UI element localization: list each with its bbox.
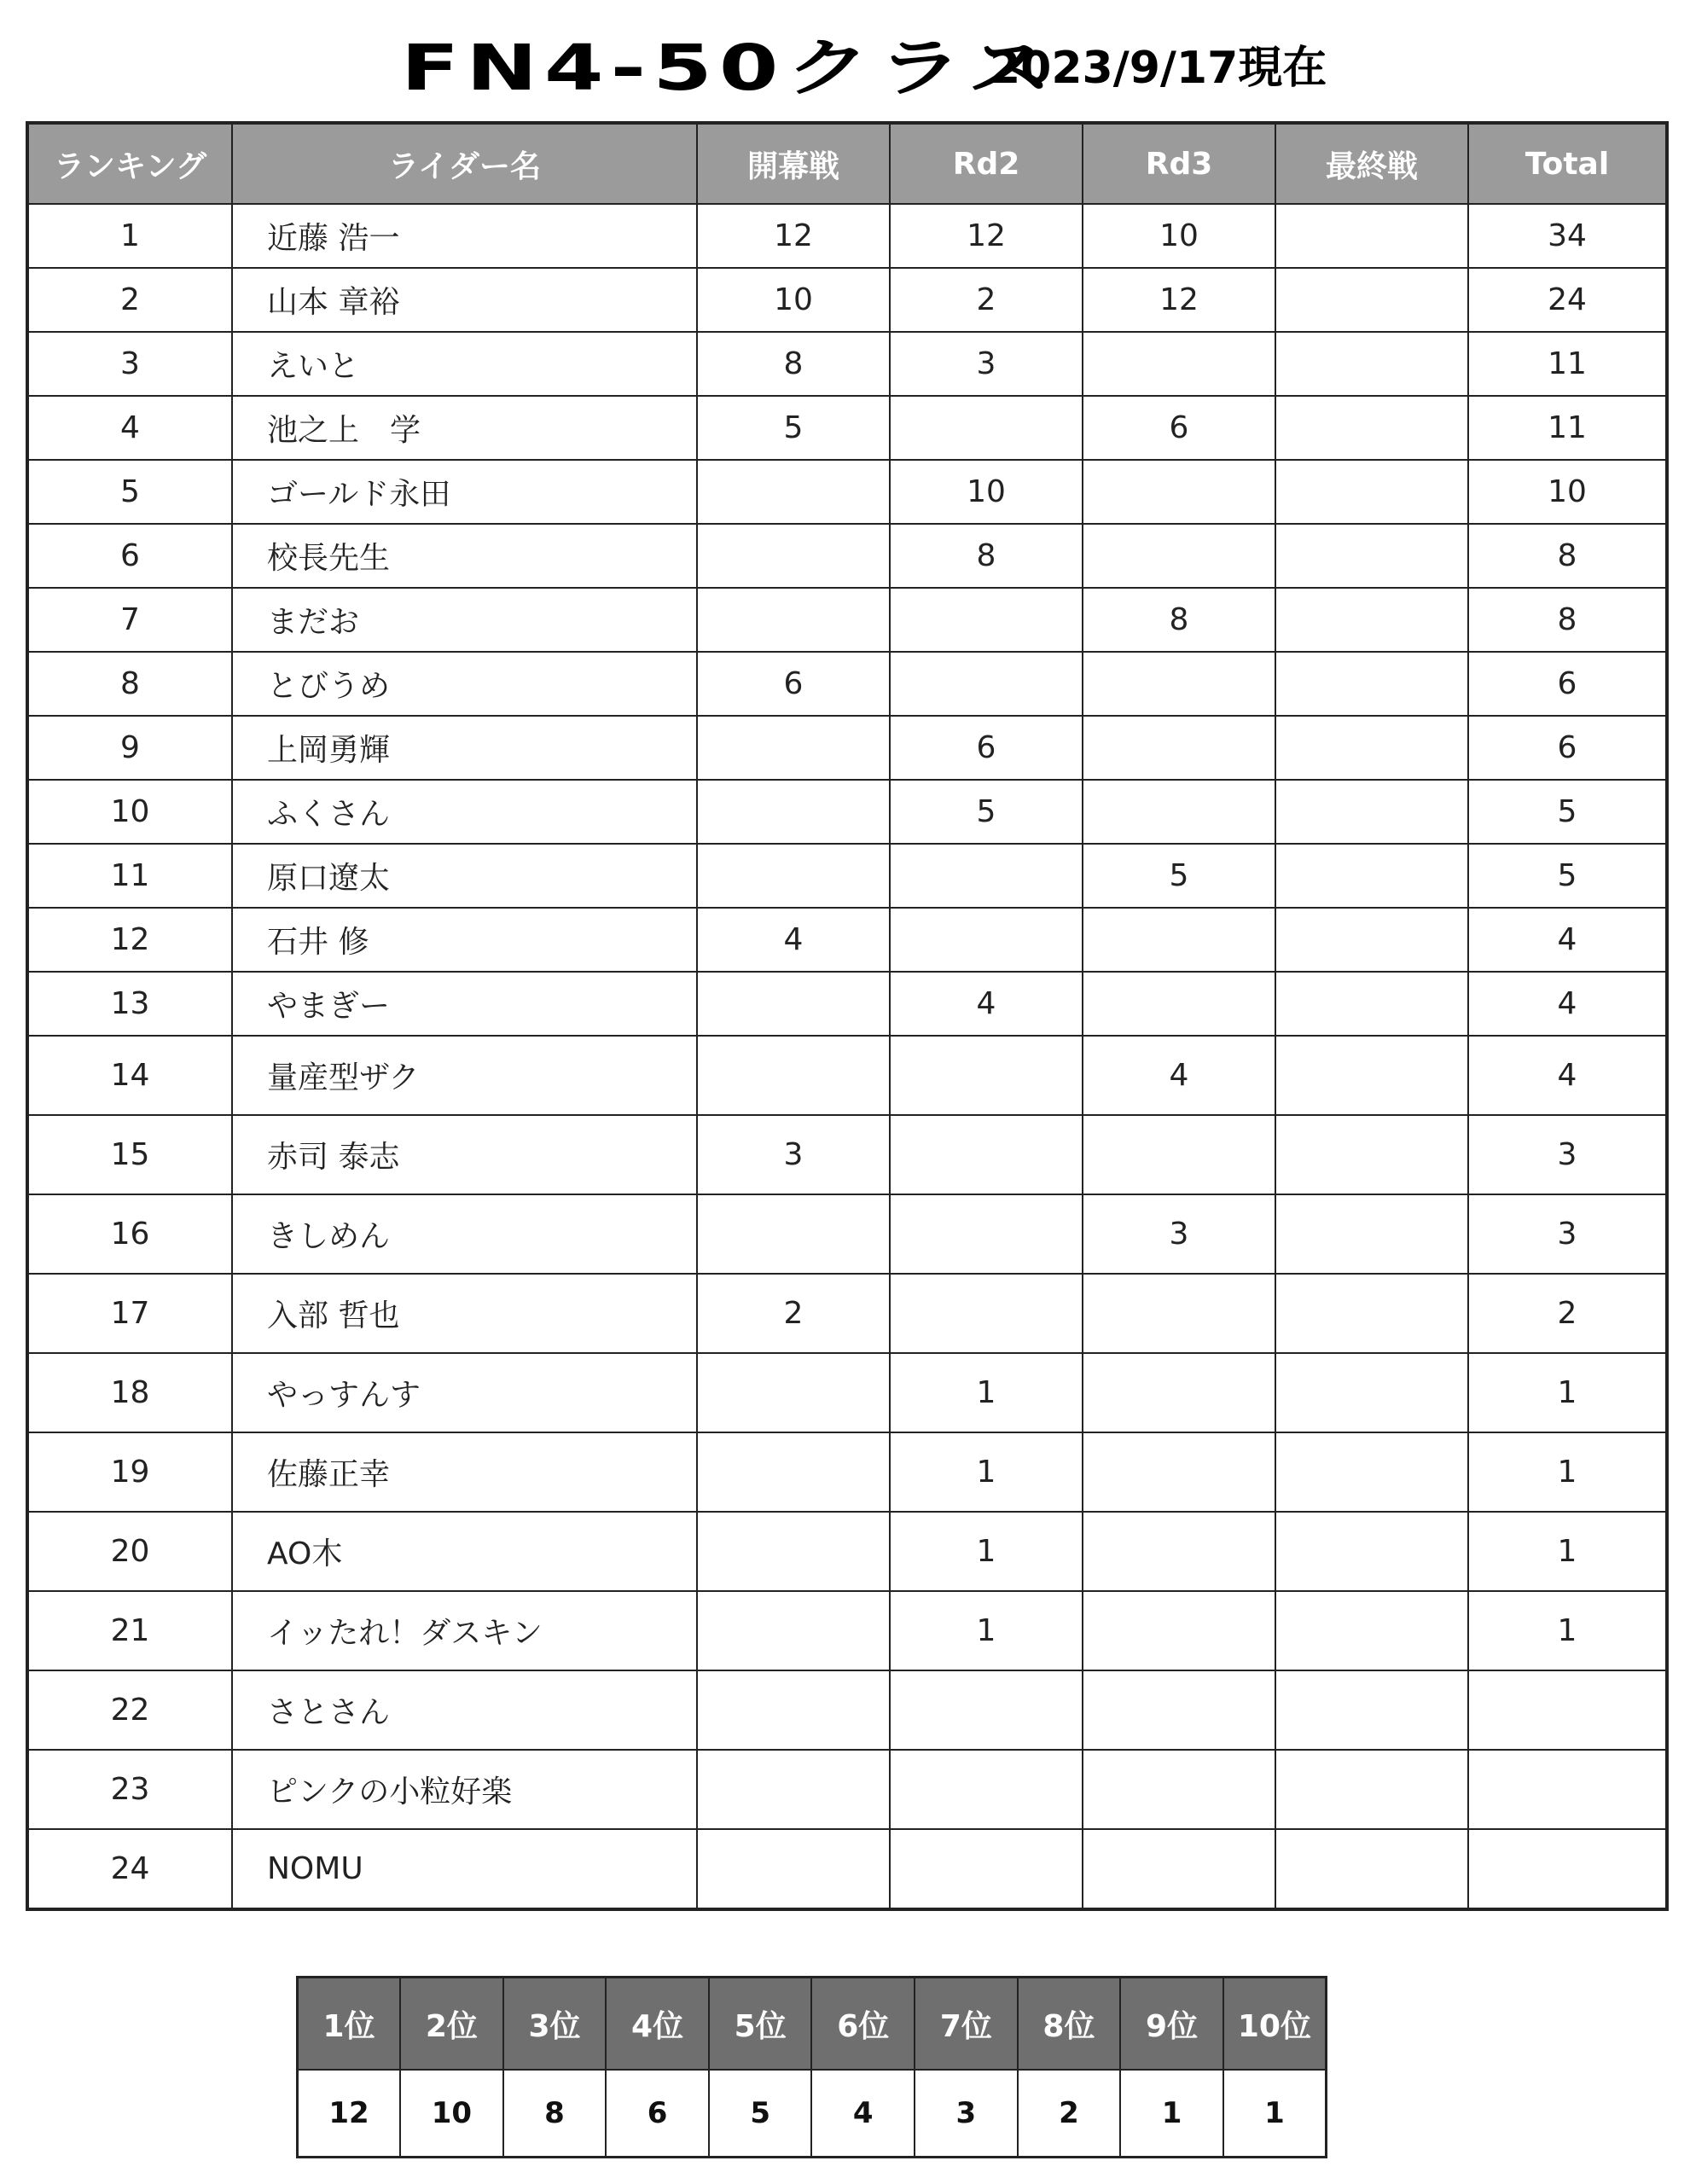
opening-points-cell (697, 1512, 890, 1591)
opening-points-cell (697, 1353, 890, 1432)
opening-points-cell (697, 716, 890, 780)
rd2-points-cell: 10 (890, 460, 1083, 524)
total-points-cell (1468, 1750, 1667, 1829)
opening-points-cell (697, 460, 890, 524)
rd2-points-cell: 2 (890, 268, 1083, 332)
total-points-cell: 6 (1468, 716, 1667, 780)
total-points-cell: 1 (1468, 1432, 1667, 1512)
rd3-points-cell: 5 (1083, 844, 1275, 908)
rank-cell: 4 (27, 396, 232, 460)
rd3-points-cell (1083, 1591, 1275, 1670)
total-points-cell: 4 (1468, 972, 1667, 1036)
rd2-points-cell (890, 1670, 1083, 1750)
rank-cell: 1 (27, 204, 232, 268)
opening-points-cell (697, 588, 890, 652)
rd2-points-cell (890, 1036, 1083, 1115)
rd2-points-cell (890, 652, 1083, 716)
total-points-cell: 11 (1468, 396, 1667, 460)
total-points-cell: 5 (1468, 780, 1667, 844)
rd3-points-cell: 8 (1083, 588, 1275, 652)
final-points-cell (1275, 972, 1468, 1036)
table-row (27, 1274, 1667, 1353)
rider-name-cell: NOMU (232, 1829, 697, 1909)
rider-name-cell: 原口遼太 (232, 844, 697, 908)
table-row (27, 1353, 1667, 1432)
rank-cell: 6 (27, 524, 232, 588)
final-points-cell (1275, 1750, 1468, 1829)
rank-cell: 14 (27, 1036, 232, 1115)
opening-points-cell (697, 972, 890, 1036)
table-row (27, 396, 1667, 460)
rank-cell: 20 (27, 1512, 232, 1591)
rank-cell: 3 (27, 332, 232, 396)
opening-points-cell: 5 (697, 396, 890, 460)
final-points-cell (1275, 1036, 1468, 1115)
total-points-cell: 3 (1468, 1115, 1667, 1194)
final-points-cell (1275, 1353, 1468, 1432)
opening-points-cell: 12 (697, 204, 890, 268)
rider-name-cell: 赤司 泰志 (232, 1115, 697, 1194)
rider-name-cell: ゴールド永田 (232, 460, 697, 524)
rider-name-cell: とびうめ (232, 652, 697, 716)
rd3-points-cell (1083, 524, 1275, 588)
place-header: 8位 (1018, 1978, 1121, 2071)
place-points: 1 (1223, 2070, 1327, 2158)
place-header: 1位 (298, 1978, 401, 2071)
rd3-points-cell: 12 (1083, 268, 1275, 332)
rank-cell: 15 (27, 1115, 232, 1194)
rider-name-cell: 上岡勇輝 (232, 716, 697, 780)
rider-name-cell: 山本 章裕 (232, 268, 697, 332)
rank-cell: 24 (27, 1829, 232, 1909)
place-points: 2 (1018, 2070, 1121, 2158)
rd2-points-cell (890, 908, 1083, 972)
table-row (27, 1512, 1667, 1591)
final-points-cell (1275, 780, 1468, 844)
rank-cell: 22 (27, 1670, 232, 1750)
final-points-cell (1275, 908, 1468, 972)
rd2-points-cell: 12 (890, 204, 1083, 268)
rd2-points-cell (890, 588, 1083, 652)
rd2-points-cell (890, 1115, 1083, 1194)
rider-name-cell: 入部 哲也 (232, 1274, 697, 1353)
total-points-cell: 1 (1468, 1353, 1667, 1432)
place-points: 3 (915, 2070, 1018, 2158)
opening-points-cell: 10 (697, 268, 890, 332)
rd3-points-cell (1083, 1353, 1275, 1432)
column-header-final: 最終戦 (1275, 123, 1468, 204)
opening-points-cell: 3 (697, 1115, 890, 1194)
table-row (27, 908, 1667, 972)
final-points-cell (1275, 1591, 1468, 1670)
page-header (0, 0, 1690, 119)
final-points-cell (1275, 332, 1468, 396)
table-row (27, 1036, 1667, 1115)
rd2-points-cell: 3 (890, 332, 1083, 396)
table-row (27, 268, 1667, 332)
rider-name-cell: 校長先生 (232, 524, 697, 588)
total-points-cell: 8 (1468, 588, 1667, 652)
rd2-points-cell: 6 (890, 716, 1083, 780)
table-row (27, 588, 1667, 652)
rider-name-cell: ふくさん (232, 780, 697, 844)
total-points-cell (1468, 1670, 1667, 1750)
rank-cell: 5 (27, 460, 232, 524)
rd3-points-cell (1083, 1670, 1275, 1750)
table-row (27, 652, 1667, 716)
rider-name-cell: 池之上 学 (232, 396, 697, 460)
ranking-table (26, 121, 1669, 1911)
rd2-points-cell (890, 396, 1083, 460)
rd3-points-cell (1083, 460, 1275, 524)
total-points-cell: 10 (1468, 460, 1667, 524)
rank-cell: 18 (27, 1353, 232, 1432)
final-points-cell (1275, 1670, 1468, 1750)
opening-points-cell: 2 (697, 1274, 890, 1353)
place-header: 9位 (1120, 1978, 1223, 2071)
table-row (27, 844, 1667, 908)
rank-cell: 9 (27, 716, 232, 780)
table-row (27, 1670, 1667, 1750)
opening-points-cell: 8 (697, 332, 890, 396)
column-header-rd3: Rd3 (1083, 123, 1275, 204)
rd3-points-cell: 4 (1083, 1036, 1275, 1115)
points-header-row (298, 1978, 1327, 2071)
rd3-points-cell (1083, 1829, 1275, 1909)
rank-cell: 7 (27, 588, 232, 652)
rider-name-cell: 佐藤正幸 (232, 1432, 697, 1512)
place-header: 5位 (709, 1978, 812, 2071)
final-points-cell (1275, 588, 1468, 652)
rd3-points-cell (1083, 716, 1275, 780)
final-points-cell (1275, 396, 1468, 460)
opening-points-cell (697, 1670, 890, 1750)
points-table (296, 1976, 1327, 2158)
total-points-cell: 4 (1468, 1036, 1667, 1115)
rank-cell: 2 (27, 268, 232, 332)
column-header-ranking: ランキング (27, 123, 232, 204)
final-points-cell (1275, 1829, 1468, 1909)
total-points-cell: 24 (1468, 268, 1667, 332)
total-points-cell (1468, 1829, 1667, 1909)
opening-points-cell: 4 (697, 908, 890, 972)
rd3-points-cell (1083, 1512, 1275, 1591)
rd3-points-cell: 6 (1083, 396, 1275, 460)
table-row (27, 1115, 1667, 1194)
column-header-total: Total (1468, 123, 1667, 204)
total-points-cell: 1 (1468, 1512, 1667, 1591)
total-points-cell: 34 (1468, 204, 1667, 268)
total-points-cell: 4 (1468, 908, 1667, 972)
place-header: 4位 (606, 1978, 709, 2071)
final-points-cell (1275, 1432, 1468, 1512)
as-of-date: 2023/9/17現在 (990, 43, 1327, 94)
rider-name-cell: まだお (232, 588, 697, 652)
rd2-points-cell (890, 1750, 1083, 1829)
rank-cell: 11 (27, 844, 232, 908)
rider-name-cell: 量産型ザク (232, 1036, 697, 1115)
opening-points-cell (697, 1194, 890, 1274)
rd2-points-cell: 4 (890, 972, 1083, 1036)
final-points-cell (1275, 460, 1468, 524)
final-points-cell (1275, 652, 1468, 716)
rd3-points-cell (1083, 1432, 1275, 1512)
final-points-cell (1275, 844, 1468, 908)
rank-cell: 8 (27, 652, 232, 716)
rd3-points-cell: 10 (1083, 204, 1275, 268)
points-value-row (298, 2070, 1327, 2158)
total-points-cell: 2 (1468, 1274, 1667, 1353)
rd2-points-cell: 1 (890, 1353, 1083, 1432)
table-row (27, 972, 1667, 1036)
rider-name-cell: ピンクの小粒好楽 (232, 1750, 697, 1829)
rd3-points-cell (1083, 652, 1275, 716)
opening-points-cell (697, 1829, 890, 1909)
rd3-points-cell (1083, 1750, 1275, 1829)
rd2-points-cell: 1 (890, 1432, 1083, 1512)
rank-cell: 16 (27, 1194, 232, 1274)
table-row (27, 716, 1667, 780)
final-points-cell (1275, 1512, 1468, 1591)
rd2-points-cell (890, 1194, 1083, 1274)
final-points-cell (1275, 1194, 1468, 1274)
table-row (27, 780, 1667, 844)
place-header: 6位 (811, 1978, 915, 2071)
place-points: 4 (811, 2070, 915, 2158)
ranking-table-body (27, 204, 1667, 1909)
rd2-points-cell (890, 844, 1083, 908)
place-header: 3位 (503, 1978, 607, 2071)
place-points: 10 (400, 2070, 503, 2158)
rank-cell: 21 (27, 1591, 232, 1670)
place-header: 7位 (915, 1978, 1018, 2071)
place-points: 1 (1120, 2070, 1223, 2158)
column-header-rider: ライダー名 (232, 123, 697, 204)
column-header-opening: 開幕戦 (697, 123, 890, 204)
ranking-header-row (27, 123, 1667, 204)
rider-name-cell: 石井 修 (232, 908, 697, 972)
rd2-points-cell (890, 1829, 1083, 1909)
rd2-points-cell: 1 (890, 1591, 1083, 1670)
rd3-points-cell: 3 (1083, 1194, 1275, 1274)
place-header: 10位 (1223, 1978, 1327, 2071)
rider-name-cell: きしめん (232, 1194, 697, 1274)
total-points-cell: 6 (1468, 652, 1667, 716)
opening-points-cell (697, 1591, 890, 1670)
rd2-points-cell: 1 (890, 1512, 1083, 1591)
rank-cell: 13 (27, 972, 232, 1036)
rider-name-cell: やまぎー (232, 972, 697, 1036)
place-points: 8 (503, 2070, 607, 2158)
final-points-cell (1275, 1274, 1468, 1353)
place-points: 6 (606, 2070, 709, 2158)
final-points-cell (1275, 268, 1468, 332)
opening-points-cell: 6 (697, 652, 890, 716)
rd3-points-cell (1083, 332, 1275, 396)
opening-points-cell (697, 844, 890, 908)
rank-cell: 12 (27, 908, 232, 972)
table-row (27, 1194, 1667, 1274)
place-header: 2位 (400, 1978, 503, 2071)
table-row (27, 524, 1667, 588)
rank-cell: 19 (27, 1432, 232, 1512)
total-points-cell: 8 (1468, 524, 1667, 588)
rd3-points-cell (1083, 780, 1275, 844)
table-row (27, 1829, 1667, 1909)
table-row (27, 1750, 1667, 1829)
total-points-cell: 5 (1468, 844, 1667, 908)
rider-name-cell: えいと (232, 332, 697, 396)
opening-points-cell (697, 524, 890, 588)
opening-points-cell (697, 1036, 890, 1115)
opening-points-cell (697, 1432, 890, 1512)
table-row (27, 460, 1667, 524)
rider-name-cell: 近藤 浩一 (232, 204, 697, 268)
total-points-cell: 1 (1468, 1591, 1667, 1670)
rd3-points-cell (1083, 1274, 1275, 1353)
opening-points-cell (697, 1750, 890, 1829)
rd3-points-cell (1083, 1115, 1275, 1194)
rider-name-cell: AO木 (232, 1512, 697, 1591)
rd2-points-cell: 5 (890, 780, 1083, 844)
rider-name-cell: イッたれ！ダスキン (232, 1591, 697, 1670)
column-header-rd2: Rd2 (890, 123, 1083, 204)
rd3-points-cell (1083, 972, 1275, 1036)
final-points-cell (1275, 204, 1468, 268)
final-points-cell (1275, 716, 1468, 780)
table-row (27, 332, 1667, 396)
total-points-cell: 11 (1468, 332, 1667, 396)
rd2-points-cell (890, 1274, 1083, 1353)
table-row (27, 1432, 1667, 1512)
total-points-cell: 3 (1468, 1194, 1667, 1274)
rd3-points-cell (1083, 908, 1275, 972)
rd2-points-cell: 8 (890, 524, 1083, 588)
rider-name-cell: やっすんす (232, 1353, 697, 1432)
place-points: 5 (709, 2070, 812, 2158)
rank-cell: 10 (27, 780, 232, 844)
opening-points-cell (697, 780, 890, 844)
table-row (27, 204, 1667, 268)
class-title: FN4-50クラス (401, 32, 1060, 105)
rank-cell: 23 (27, 1750, 232, 1829)
rank-cell: 17 (27, 1274, 232, 1353)
final-points-cell (1275, 524, 1468, 588)
place-points: 12 (298, 2070, 401, 2158)
final-points-cell (1275, 1115, 1468, 1194)
rider-name-cell: さとさん (232, 1670, 697, 1750)
table-row (27, 1591, 1667, 1670)
